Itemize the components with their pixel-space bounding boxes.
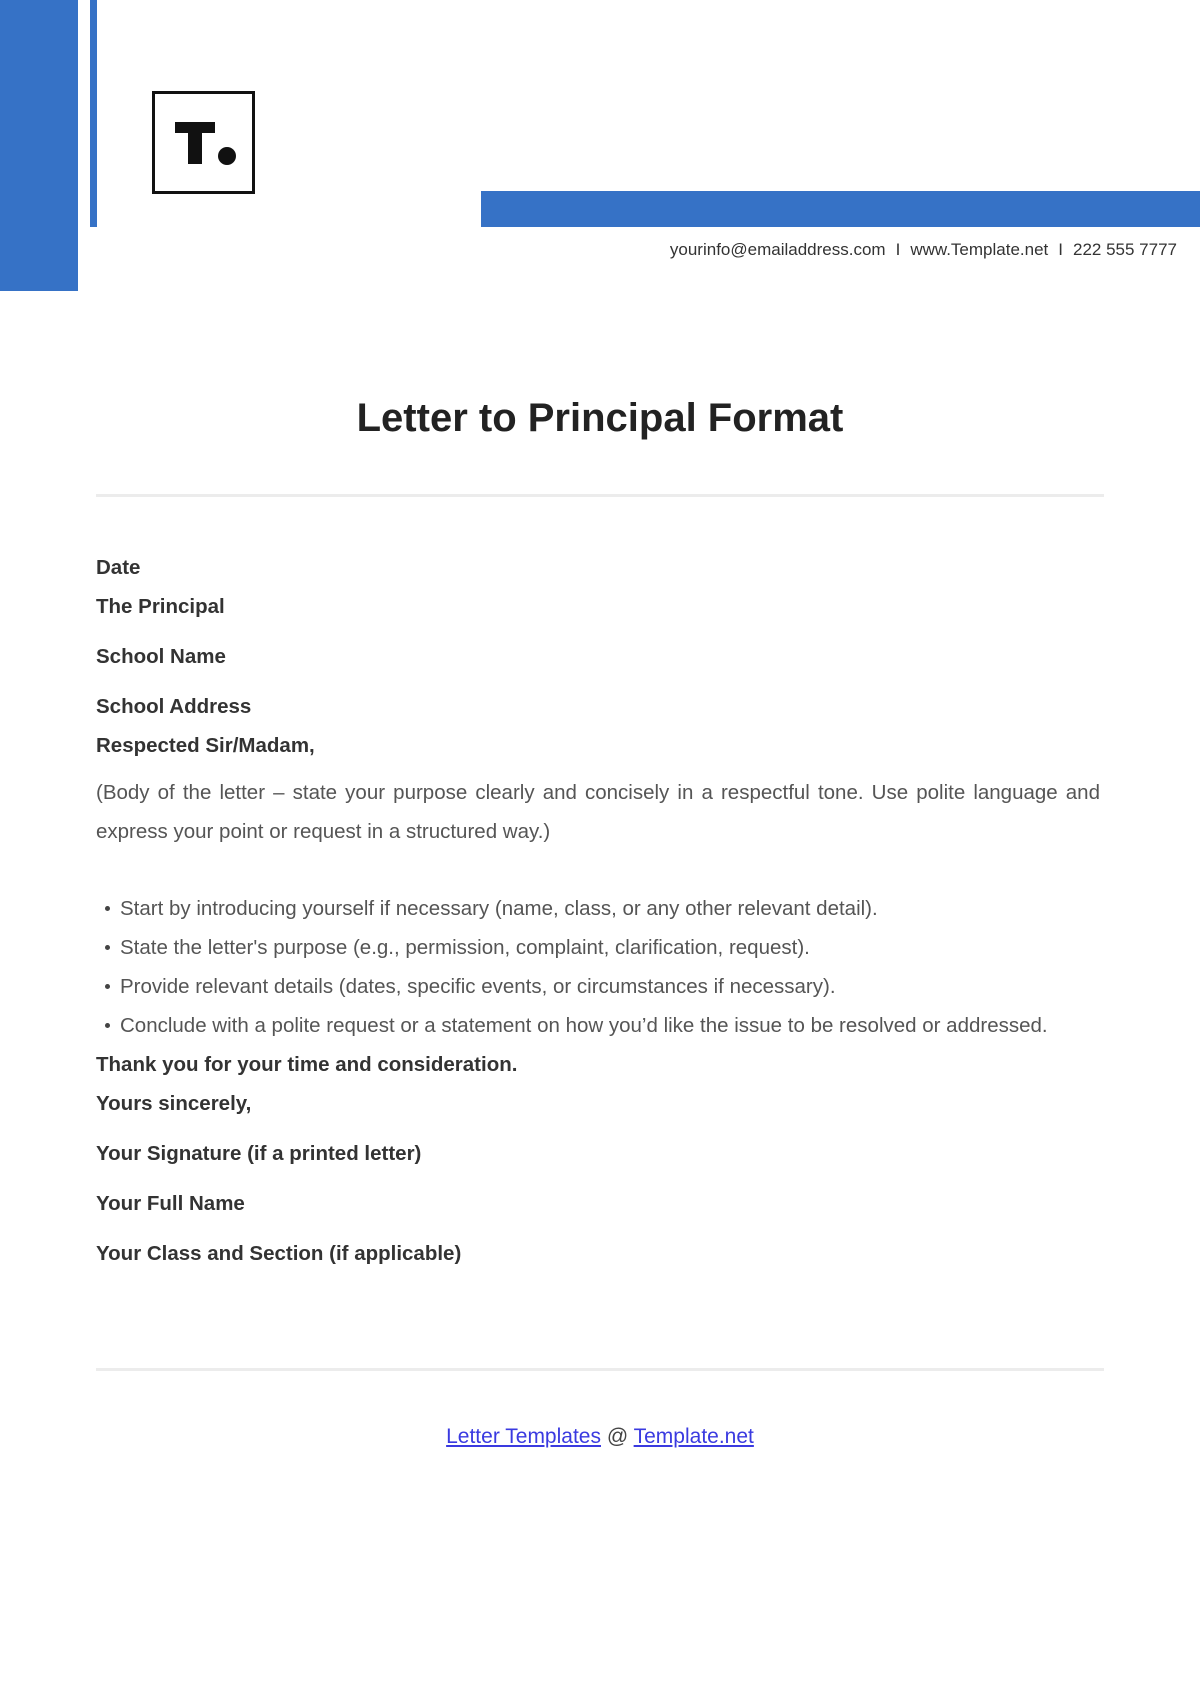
closing-line: Yours sincerely, [96,1092,252,1115]
signature-line: Your Signature (if a printed letter) [96,1142,422,1165]
school-address-line: School Address [96,695,252,718]
contact-website: www.Template.net [910,240,1049,259]
date-line: Date [96,556,141,579]
recipient-line: The Principal [96,595,225,618]
letter-templates-link[interactable]: Letter Templates [446,1425,601,1448]
footer-at: @ [606,1425,629,1448]
template-net-link[interactable]: Template.net [633,1425,754,1448]
body-paragraph: (Body of the letter – state your purpose clearly and concisely in a respectful tone. Use polite language and express your point or request in a structured way.) [96,781,1100,843]
salutation-line: Respected Sir/Madam, [96,734,315,757]
template-t-logo-icon [152,91,255,194]
full-name-line: Your Full Name [96,1192,245,1215]
page-title: Letter to Principal Format [356,396,844,440]
contact-email: yourinfo@emailaddress.com [669,240,886,259]
points-list [96,889,1100,1045]
contact-separator: I [1058,240,1063,259]
divider-top [96,494,1104,497]
divider-bottom [96,1368,1104,1371]
decorative-bar-left-thin [90,0,97,227]
decorative-bar-right [481,191,1200,227]
decorative-bar-left [0,0,78,291]
contact-line [670,240,1177,260]
school-name-line: School Name [96,645,226,668]
list-item: Provide relevant details (dates, specific events, or circumstances if necessary). [96,967,1100,1006]
list-item: State the letter's purpose (e.g., permission, complaint, clarification, request). [96,928,1100,967]
contact-phone: 222 555 7777 [1073,240,1177,259]
contact-separator: I [895,240,901,259]
list-item: Conclude with a polite request or a statement on how you’d like the issue to be resolved or addressed. [96,1006,1100,1045]
class-section-line: Your Class and Section (if applicable) [96,1242,462,1265]
letter-body [96,548,1100,1273]
list-item: Start by introducing yourself if necessary (name, class, or any other relevant detail). [96,889,1100,928]
footer [0,1425,1200,1449]
thanks-line: Thank you for your time and consideration. [96,1053,518,1076]
